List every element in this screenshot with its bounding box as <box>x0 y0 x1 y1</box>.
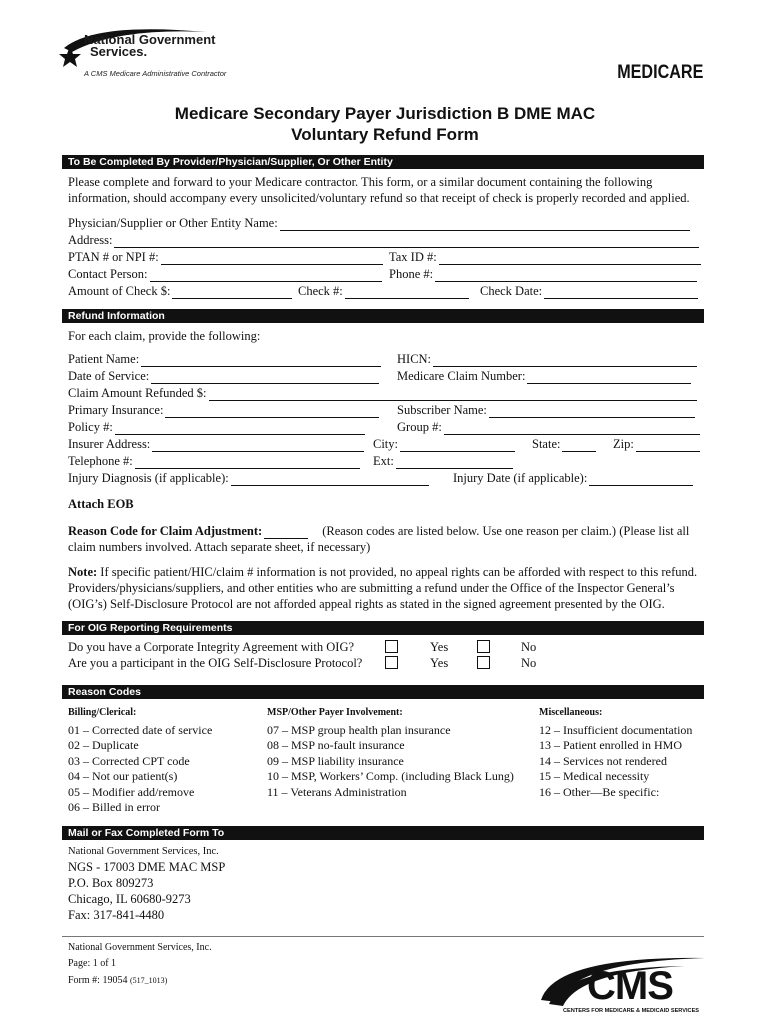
tax-id-input[interactable] <box>439 252 701 265</box>
entity-name-field[interactable]: Physician/Supplier or Other Entity Name: <box>68 215 690 231</box>
ext-field[interactable]: Ext: <box>373 453 513 469</box>
entity-name-input[interactable] <box>280 218 690 231</box>
check-no-field[interactable]: Check #: <box>298 283 469 299</box>
telephone-input[interactable] <box>135 456 360 469</box>
telephone-field[interactable]: Telephone #: <box>68 453 360 469</box>
injury-dx-field[interactable]: Injury Diagnosis (if applicable): <box>68 470 429 486</box>
sdp-no-checkbox[interactable] <box>477 656 490 669</box>
ngs-logo <box>56 26 226 82</box>
list-item: 12 – Insufficient documentation <box>539 722 693 737</box>
group-input[interactable] <box>444 422 700 435</box>
note-line2: Providers/physicians/suppliers, and other entities who are submitting a refund under the Office of the Inspector General’s <box>68 581 675 595</box>
oig-question-cia: Do you have a Corporate Integrity Agreement with OIG? <box>68 640 355 654</box>
ext-input[interactable] <box>396 456 513 469</box>
cms-logo <box>535 948 710 1018</box>
list-item: 15 – Medical necessity <box>539 769 650 783</box>
address-input[interactable] <box>114 235 699 248</box>
oig-question-sdp: Are you a participant in the OIG Self-Disclosure Protocol? <box>68 656 363 670</box>
mail-fax: Fax: 317-841-4480 <box>68 908 165 922</box>
claim-number-input[interactable] <box>527 371 691 384</box>
list-item: 06 – Billed in error <box>68 800 160 814</box>
patient-name-field[interactable]: Patient Name: <box>68 351 381 367</box>
group-field[interactable]: Group #: <box>397 419 700 435</box>
footer-divider <box>62 936 704 937</box>
footer-org: National Government Services, Inc. <box>68 942 212 953</box>
phone-field[interactable]: Phone #: <box>389 266 697 282</box>
city-input[interactable] <box>400 439 515 452</box>
insurer-address-field[interactable]: Insurer Address: <box>68 436 364 452</box>
list-item: 14 – Services not rendered <box>539 753 667 768</box>
section-header-oig: For OIG Reporting Requirements <box>62 621 704 635</box>
zip-field[interactable]: Zip: <box>613 436 700 452</box>
insurer-address-input[interactable] <box>152 439 364 452</box>
program-label: MEDICARE <box>616 62 703 83</box>
form-title: Medicare Secondary Payer Jurisdiction B DME MAC Voluntary Refund Form <box>174 104 596 144</box>
list-item: 03 – Corrected CPT code <box>68 753 190 768</box>
claim-amount-field[interactable]: Claim Amount Refunded $: <box>68 385 697 401</box>
list-item: 01 – Corrected date of service <box>68 722 213 737</box>
policy-field[interactable]: Policy #: <box>68 419 365 435</box>
injury-dx-input[interactable] <box>231 473 429 486</box>
city-field[interactable]: City: <box>373 436 515 452</box>
contact-input[interactable] <box>150 269 382 282</box>
list-item: 07 – MSP group health plan insurance <box>267 722 451 737</box>
list-item: 04 – Not our patient(s) <box>68 769 178 783</box>
cia-no-label: No <box>521 640 537 654</box>
phone-input[interactable] <box>435 269 697 282</box>
mail-line1: NGS - 17003 DME MAC MSP <box>68 860 226 874</box>
list-item: 11 – Veterans Administration <box>267 784 407 799</box>
check-no-input[interactable] <box>345 286 469 299</box>
cia-yes-label: Yes <box>430 640 449 654</box>
footer-form-number: Form #: 19054 (517_1013) <box>68 975 168 986</box>
sdp-yes-checkbox[interactable] <box>385 656 398 669</box>
note-line3: (OIG’s) Self-Disclosure Protocol are not afforded appeal rights as stated in the signed agreement presented by the OIG. <box>68 597 665 611</box>
ptan-field[interactable]: PTAN # or NPI #: <box>68 249 383 265</box>
hicn-field[interactable]: HICN: <box>397 351 697 367</box>
footer-page: Page: 1 of 1 <box>68 958 117 969</box>
check-date-input[interactable] <box>544 286 698 299</box>
mail-line2: P.O. Box 809273 <box>68 876 154 890</box>
reason-codes-billing: Billing/Clerical: 01 – Corrected date of service 02 – Duplicate 03 – Corrected CPT code 04 – Not our patient(s) 05 – Modifier add/remove 06 – Billed in error <box>68 707 213 814</box>
reason-codes-misc: Miscellaneous: 12 – Insufficient documentation 13 – Patient enrolled in HMO 14 – Services not rendered 15 – Medical necessity 16 – Other—Be specific: <box>539 707 693 799</box>
list-item: 16 – Other—Be specific: <box>539 784 660 799</box>
reason-code-note-line2: claim numbers involved. Attach separate sheet, if necessary) <box>68 540 371 554</box>
cia-yes-checkbox[interactable] <box>385 640 398 653</box>
patient-name-input[interactable] <box>141 354 381 367</box>
dos-field[interactable]: Date of Service: <box>68 368 379 384</box>
subscriber-field[interactable]: Subscriber Name: <box>397 402 695 418</box>
ngs-tagline: A CMS Medicare Administrative Contractor <box>84 69 227 78</box>
state-input[interactable] <box>562 439 596 452</box>
provider-intro-line2: information, should accompany every unsolicited/voluntary refund so that receipt of check is properly recorded and applied. <box>68 191 690 205</box>
refund-intro: For each claim, provide the following: <box>68 329 261 343</box>
amount-input[interactable] <box>172 286 292 299</box>
cms-logo-subtitle: CENTERS FOR MEDICARE & MEDICAID SERVICES <box>563 1008 700 1014</box>
claim-amount-input[interactable] <box>209 388 697 401</box>
list-item: 05 – Modifier add/remove <box>68 784 195 799</box>
primary-insurance-input[interactable] <box>165 405 379 418</box>
mail-line3: Chicago, IL 60680-9273 <box>68 892 191 906</box>
amount-field[interactable]: Amount of Check $: <box>68 283 292 299</box>
cia-no-checkbox[interactable] <box>477 640 490 653</box>
ngs-name: National Government Services. <box>84 32 216 59</box>
sdp-yes-label: Yes <box>430 656 449 670</box>
list-item: 09 – MSP liability insurance <box>267 753 404 768</box>
hicn-input[interactable] <box>433 354 697 367</box>
section-header-provider: To Be Completed By Provider/Physician/Supplier, Or Other Entity <box>62 155 704 169</box>
claim-number-field[interactable]: Medicare Claim Number: <box>397 368 691 384</box>
address-field[interactable]: Address: <box>68 232 699 248</box>
injury-date-input[interactable] <box>589 473 693 486</box>
primary-insurance-field[interactable]: Primary Insurance: <box>68 402 379 418</box>
sdp-no-label: No <box>521 656 537 670</box>
contact-field[interactable]: Contact Person: <box>68 266 382 282</box>
reason-code-field[interactable]: Reason Code for Claim Adjustment: (Reason codes are listed below. Use one reason per claim.) (Please list all <box>68 524 690 538</box>
section-header-mail: Mail or Fax Completed Form To <box>62 826 704 840</box>
attach-eob-label: Attach EOB <box>68 497 134 511</box>
check-date-field[interactable]: Check Date: <box>480 283 698 299</box>
tax-id-field[interactable]: Tax ID #: <box>389 249 701 265</box>
mail-org: National Government Services, Inc. <box>68 846 219 857</box>
list-item: 02 – Duplicate <box>68 738 139 752</box>
reason-code-input[interactable] <box>264 526 308 539</box>
zip-input[interactable] <box>636 439 700 452</box>
list-item: 08 – MSP no-fault insurance <box>267 738 405 752</box>
note-line1: Note: If specific patient/HIC/claim # information is not provided, no appeal rights can be afforded with respect to this refund. <box>68 565 698 579</box>
state-field[interactable]: State: <box>532 436 596 452</box>
dos-input[interactable] <box>151 371 379 384</box>
subscriber-input[interactable] <box>489 405 695 418</box>
cms-logo-text: CMS <box>587 964 673 1008</box>
provider-intro-line1: Please complete and forward to your Medicare contractor. This form, or a similar document containing the following <box>68 175 653 189</box>
list-item: 10 – MSP, Workers’ Comp. (including Black Lung) <box>267 769 514 783</box>
policy-input[interactable] <box>115 422 365 435</box>
injury-date-field[interactable]: Injury Date (if applicable): <box>453 470 693 486</box>
ptan-input[interactable] <box>161 252 383 265</box>
section-header-reason-codes: Reason Codes <box>62 685 704 699</box>
reason-codes-msp: MSP/Other Payer Involvement: 07 – MSP group health plan insurance 08 – MSP no-fault insurance 09 – MSP liability insurance 10 – MSP, Workers’ Comp. (including Black Lung) 11 – Veterans Administration <box>267 707 514 799</box>
list-item: 13 – Patient enrolled in HMO <box>539 738 682 752</box>
section-header-refund: Refund Information <box>62 309 704 323</box>
